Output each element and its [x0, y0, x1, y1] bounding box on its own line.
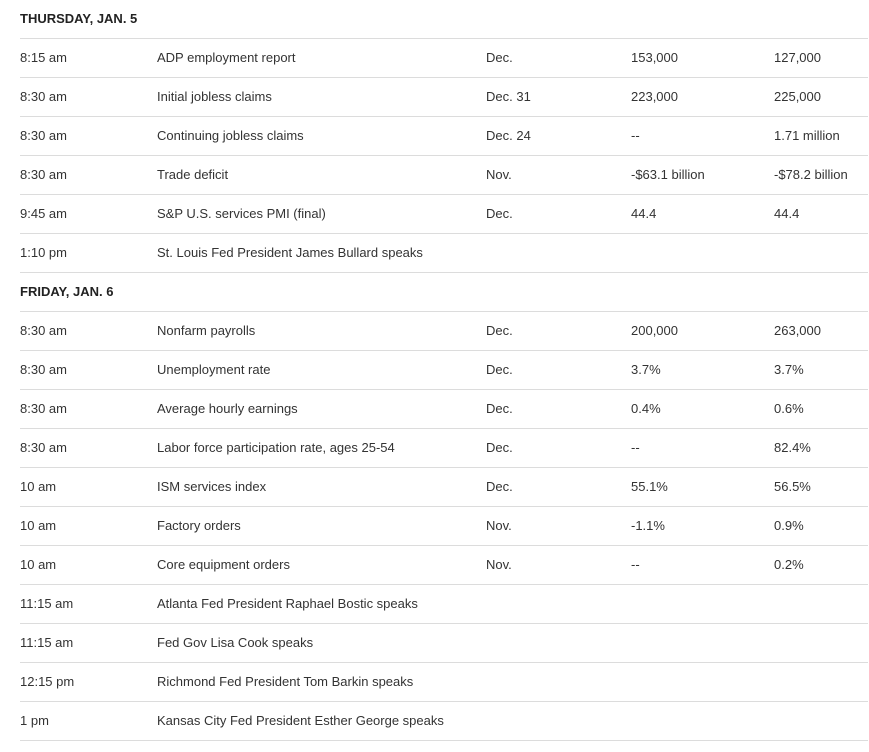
- table-row: [20, 546, 868, 585]
- event-cell: St. Louis Fed President James Bullard speaks: [157, 245, 423, 260]
- table-row: [20, 78, 868, 117]
- table-row: [20, 234, 868, 273]
- time-cell: 8:30 am: [20, 323, 67, 338]
- forecast-cell: -$63.1 billion: [631, 167, 705, 182]
- time-cell: 11:15 am: [20, 596, 74, 611]
- table-row: [20, 312, 868, 351]
- time-cell: 8:30 am: [20, 167, 67, 182]
- time-cell: 8:30 am: [20, 89, 67, 104]
- forecast-cell: --: [631, 557, 640, 572]
- table-row: [20, 702, 868, 741]
- event-cell: Core equipment orders: [157, 557, 290, 572]
- previous-cell: 1.71 million: [774, 128, 840, 143]
- time-cell: 8:30 am: [20, 128, 67, 143]
- event-cell: Average hourly earnings: [157, 401, 298, 416]
- previous-cell: 44.4: [774, 206, 800, 221]
- time-cell: 11:15 am: [20, 635, 74, 650]
- event-cell: Fed Gov Lisa Cook speaks: [157, 635, 314, 650]
- period-cell: Dec. 24: [486, 128, 531, 143]
- previous-cell: 82.4%: [774, 440, 811, 455]
- forecast-cell: --: [631, 128, 640, 143]
- time-cell: 8:30 am: [20, 401, 67, 416]
- event-cell: Atlanta Fed President Raphael Bostic speaks: [157, 596, 418, 611]
- forecast-cell: 3.7%: [631, 362, 661, 377]
- event-cell: ADP employment report: [157, 50, 296, 65]
- section-header-thursday: [20, 0, 868, 39]
- previous-cell: 225,000: [774, 89, 821, 104]
- time-cell: 8:30 am: [20, 362, 67, 377]
- time-cell: 12:15 pm: [20, 674, 75, 689]
- forecast-cell: 153,000: [631, 50, 678, 65]
- time-cell: 9:45 am: [20, 206, 67, 221]
- previous-cell: -$78.2 billion: [774, 167, 848, 182]
- forecast-cell: -1.1%: [631, 518, 665, 533]
- period-cell: Nov.: [486, 518, 512, 533]
- event-cell: ISM services index: [157, 479, 267, 494]
- period-cell: Dec.: [486, 323, 513, 338]
- forecast-cell: 55.1%: [631, 479, 668, 494]
- forecast-cell: 44.4: [631, 206, 657, 221]
- event-cell: Trade deficit: [157, 167, 229, 182]
- previous-cell: 127,000: [774, 50, 821, 65]
- period-cell: Dec.: [486, 206, 513, 221]
- table-row: [20, 117, 868, 156]
- previous-cell: 0.9%: [774, 518, 804, 533]
- table-row: [20, 39, 868, 78]
- event-cell: Labor force participation rate, ages 25-54: [157, 440, 395, 455]
- time-cell: 10 am: [20, 479, 57, 494]
- table-row: [20, 663, 868, 702]
- time-cell: 10 am: [20, 518, 57, 533]
- table-row: [20, 507, 868, 546]
- time-cell: 8:30 am: [20, 440, 67, 455]
- forecast-cell: --: [631, 440, 640, 455]
- time-cell: 10 am: [20, 557, 57, 572]
- time-cell: 8:15 am: [20, 50, 67, 65]
- period-cell: Dec.: [486, 401, 513, 416]
- table-row: [20, 351, 868, 390]
- event-cell: S&P U.S. services PMI (final): [157, 206, 326, 221]
- forecast-cell: 200,000: [631, 323, 678, 338]
- period-cell: Dec.: [486, 50, 513, 65]
- table-row: [20, 156, 868, 195]
- event-cell: Richmond Fed President Tom Barkin speaks: [157, 674, 414, 689]
- section-title: FRIDAY, JAN. 6: [20, 284, 114, 299]
- event-cell: Factory orders: [157, 518, 241, 533]
- table-row: [20, 585, 868, 624]
- period-cell: Dec.: [486, 479, 513, 494]
- previous-cell: 0.2%: [774, 557, 804, 572]
- section-header-friday: [20, 273, 868, 312]
- period-cell: Nov.: [486, 167, 512, 182]
- period-cell: Dec.: [486, 362, 513, 377]
- economic-calendar-table: [20, 0, 868, 741]
- table-row: [20, 195, 868, 234]
- section-title: THURSDAY, JAN. 5: [20, 11, 138, 26]
- period-cell: Dec.: [486, 440, 513, 455]
- table-row: [20, 624, 868, 663]
- event-cell: Initial jobless claims: [157, 89, 272, 104]
- table-row: [20, 468, 868, 507]
- previous-cell: 56.5%: [774, 479, 811, 494]
- forecast-cell: 0.4%: [631, 401, 661, 416]
- previous-cell: 0.6%: [774, 401, 804, 416]
- event-cell: Continuing jobless claims: [157, 128, 304, 143]
- time-cell: 1 pm: [20, 713, 49, 728]
- forecast-cell: 223,000: [631, 89, 678, 104]
- period-cell: Dec. 31: [486, 89, 531, 104]
- period-cell: Nov.: [486, 557, 512, 572]
- previous-cell: 3.7%: [774, 362, 804, 377]
- table-row: [20, 429, 868, 468]
- event-cell: Kansas City Fed President Esther George speaks: [157, 713, 444, 728]
- previous-cell: 263,000: [774, 323, 821, 338]
- event-cell: Nonfarm payrolls: [157, 323, 256, 338]
- time-cell: 1:10 pm: [20, 245, 67, 260]
- event-cell: Unemployment rate: [157, 362, 271, 377]
- table-row: [20, 390, 868, 429]
